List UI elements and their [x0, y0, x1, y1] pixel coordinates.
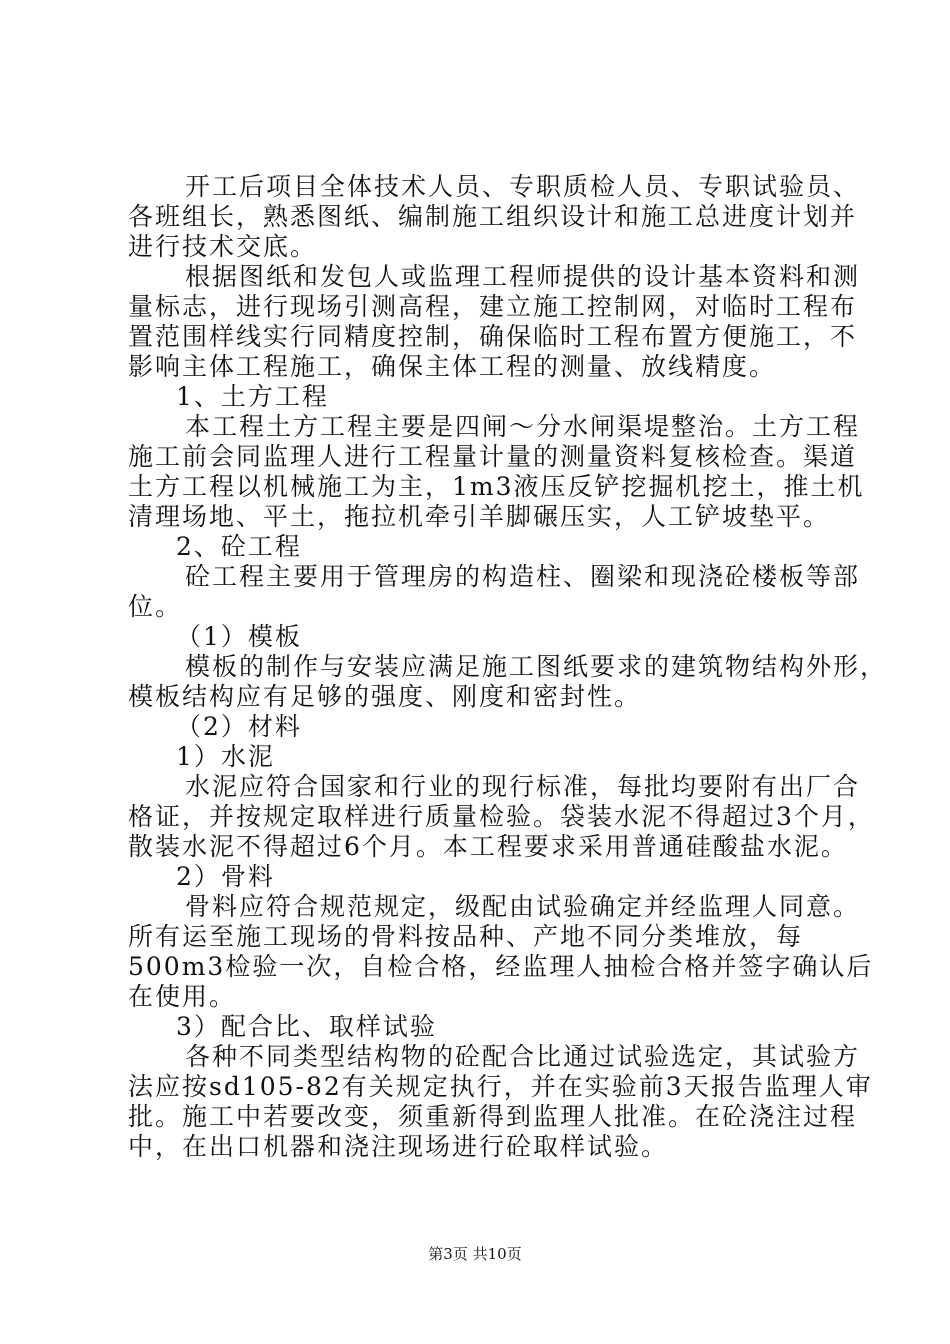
paragraph-line: 本工程土方工程主要是四闸～分水闸渠堤整治。土方工程: [185, 412, 861, 441]
paragraph-line: 置范围样线实行同精度控制，确保临时工程布置方便施工，不: [128, 322, 858, 351]
paragraph-line: 批。施工中若要改变，须重新得到监理人批准。在砼浇注过程: [128, 1102, 858, 1131]
paragraph-line: 500m3检验一次，自检合格，经监理人抽检合格并签字确认后: [128, 952, 874, 981]
paragraph-line: 各种不同类型结构物的砼配合比通过试验选定，其试验方: [185, 1042, 861, 1071]
item-heading: 1）水泥: [176, 742, 275, 771]
paragraph-line: 骨料应符合规范规定，级配由试验确定并经监理人同意。: [185, 892, 861, 921]
paragraph-line: 在使用。: [128, 982, 237, 1011]
item-heading: 2）骨料: [176, 862, 275, 891]
paragraph-line: 清理场地、平土，拖拉机牵引羊脚碾压实，人工铲坡垫平。: [128, 502, 831, 531]
paragraph-line: 法应按sd105-82有关规定执行，并在实验前3天报告监理人审: [128, 1072, 873, 1101]
paragraph-line: 各班组长，熟悉图纸、编制施工组织设计和施工总进度计划并: [128, 202, 858, 231]
document-body: [128, 172, 888, 1162]
paragraph-line: 格证，并按规定取样进行质量检验。袋装水泥不得超过3个月，: [128, 802, 875, 831]
paragraph-line: 施工前会同监理人进行工程量计量的测量资料复核检查。渠道: [128, 442, 858, 471]
paragraph-line: 水泥应符合国家和行业的现行标准，每批均要附有出厂合: [185, 772, 861, 801]
paragraph-line: 根据图纸和发包人或监理工程师提供的设计基本资料和测: [185, 262, 861, 291]
subsection-heading: （2）材料: [176, 712, 302, 741]
paragraph-line: 模板的制作与安装应满足施工图纸要求的建筑物结构外形，: [185, 652, 888, 681]
paragraph-line: 模板结构应有足够的强度、刚度和密封性。: [128, 682, 642, 711]
paragraph-line: 量标志，进行现场引测高程，建立施工控制网，对临时工程布: [128, 292, 858, 321]
paragraph-line: 砼工程主要用于管理房的构造柱、圈梁和现浇砼楼板等部: [185, 562, 861, 591]
paragraph-line: 进行技术交底。: [128, 232, 318, 261]
paragraph-line: 开工后项目全体技术人员、专职质检人员、专职试验员、: [185, 172, 861, 201]
paragraph-line: 影响主体工程施工，确保主体工程的测量、放线精度。: [128, 352, 777, 381]
paragraph-line: 土方工程以机械施工为主，1m3液压反铲挖掘机挖土，推土机: [128, 472, 865, 501]
paragraph-line: 中，在出口机器和浇注现场进行砼取样试验。: [128, 1132, 669, 1161]
paragraph-line: 所有运至施工现场的骨料按品种、产地不同分类堆放，每: [128, 922, 804, 951]
section-heading: 1、土方工程: [176, 382, 329, 411]
item-heading: 3）配合比、取样试验: [176, 1012, 437, 1041]
page-footer: 第3页 共10页: [428, 1245, 522, 1263]
section-heading: 2、砼工程: [176, 532, 302, 561]
subsection-heading: （1）模板: [176, 622, 302, 651]
paragraph-line: 位。: [128, 592, 183, 621]
paragraph-line: 散装水泥不得超过6个月。本工程要求采用普通硅酸盐水泥。: [128, 832, 848, 861]
